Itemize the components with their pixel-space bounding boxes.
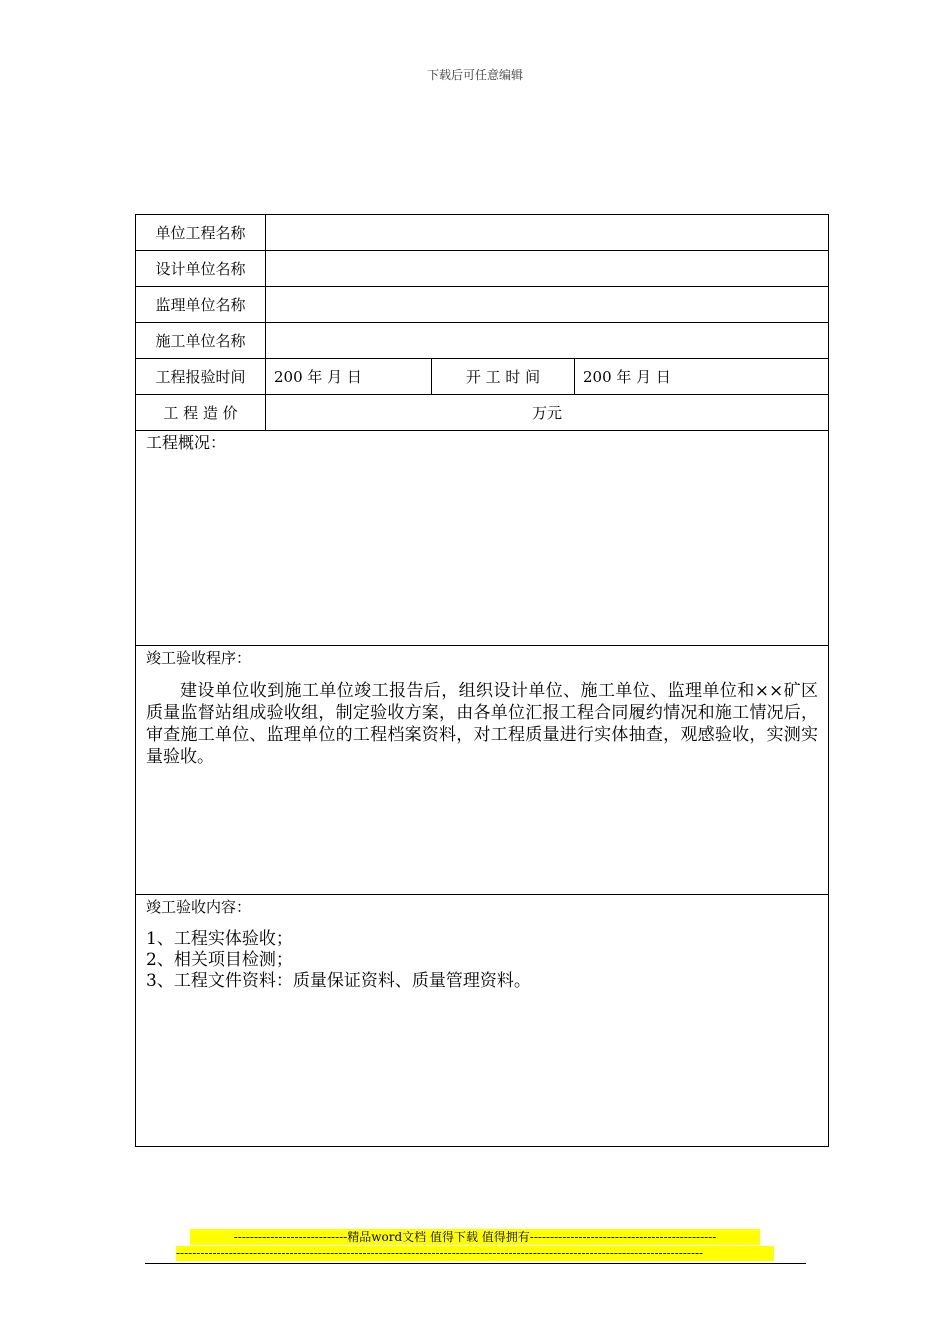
footer-banner-line1: ----------------------------精品word文档 值得下载 值得拥有----------------------------------------------	[190, 1229, 760, 1245]
content-list	[146, 929, 818, 992]
cost-label: 工 程 造 价	[136, 395, 266, 431]
footer-rule	[145, 1263, 806, 1264]
procedure-label: 竣工验收程序：	[146, 649, 252, 667]
design-unit-label: 设计单位名称	[136, 251, 266, 287]
form-row-construction-unit	[136, 323, 829, 359]
overview-section[interactable]	[136, 431, 829, 646]
form-row-dates	[136, 359, 829, 395]
cost-field[interactable]: 万元	[266, 395, 829, 431]
form-row-design-unit	[136, 251, 829, 287]
header-note: 下载后可任意编辑	[426, 68, 523, 82]
footer-banner-line2: ----------------------------------------------------------------------------------------------------------------------------------	[176, 1246, 774, 1261]
content-label: 竣工验收内容：	[146, 898, 252, 916]
unit-project-name-field[interactable]	[266, 215, 829, 251]
start-time-field[interactable]: 200 年 月 日	[575, 359, 829, 395]
content-item: 2、相关项目检测；	[146, 950, 293, 970]
construction-unit-field[interactable]	[266, 323, 829, 359]
supervision-unit-label: 监理单位名称	[136, 287, 266, 323]
report-time-label: 工程报验时间	[136, 359, 266, 395]
form-row-content	[136, 895, 829, 1147]
content-section[interactable]	[136, 895, 829, 1147]
content-item: 1、工程实体验收；	[146, 929, 293, 949]
form-row-unit-project	[136, 215, 829, 251]
acceptance-form-table	[135, 214, 829, 1147]
supervision-unit-field[interactable]	[266, 287, 829, 323]
procedure-section[interactable]	[136, 646, 829, 895]
form-row-procedure	[136, 646, 829, 895]
form-row-overview	[136, 431, 829, 646]
unit-project-name-label: 单位工程名称	[136, 215, 266, 251]
overview-label: 工程概况：	[146, 433, 227, 452]
report-time-field[interactable]: 200 年 月 日	[266, 359, 432, 395]
form-row-supervision-unit	[136, 287, 829, 323]
content-item: 3、工程文件资料：质量保证资料、质量管理资料。	[146, 971, 531, 991]
procedure-text: 建设单位收到施工单位竣工报告后，组织设计单位、施工单位、监理单位和××矿区质量监督站组成验收组，制定验收方案，由各单位汇报工程合同履约情况和施工情况后，审查施工单位、监理单位的工程档案资料，对工程质量进行实体抽查，观感验收，实测实量验收。	[146, 681, 819, 767]
design-unit-field[interactable]	[266, 251, 829, 287]
form-row-cost	[136, 395, 829, 431]
start-time-label: 开 工 时 间	[432, 359, 575, 395]
construction-unit-label: 施工单位名称	[136, 323, 266, 359]
